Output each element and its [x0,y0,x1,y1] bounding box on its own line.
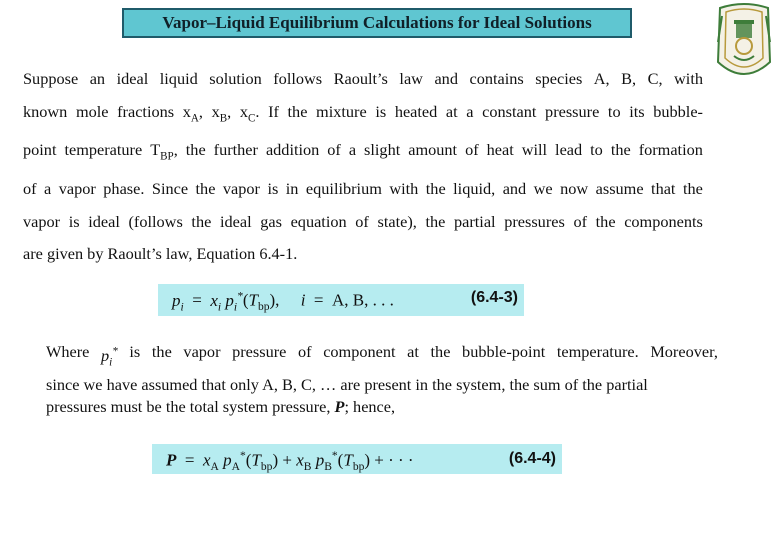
equation-number: (6.4-4) [508,450,556,467]
equation-number: (6.4-3) [470,289,518,306]
equation-formula: $P = x_A$ $p_A^*(T_{bp}) + x_B$ $p_B^*(T_{bp})$ + · · · [166,449,414,474]
paragraph-line: of a vapor phase. Since the vapor is in equilibrium with the liquid, and we now assume that the [23,179,703,198]
equation-formula: $p_i = x_i$ $p_i^*(T_{bp})$, i = A, B, . . . [172,289,394,314]
equation-6-4-3 [158,284,524,316]
explanation-paragraph [46,341,718,418]
paragraph-line: vapor is ideal (follows the ideal gas equation of state), the partial pressures of the components [23,211,703,231]
paragraph-line: Where $p_i^*$ is the vapor pressure of component at the bubble-point temperature. Moreover, [46,342,718,369]
paragraph-line: since we have assumed that only A, B, C, … are present in the system, the sum of the partial [46,374,648,394]
paragraph-line: point temperature $T_{BP}$, the further addition of a slight amount of heat will lead to the formation [23,140,703,163]
university-seal-icon [712,2,776,86]
slide-title-box [122,8,632,38]
paragraph-line: Suppose an ideal liquid solution follows Raoult’s law and contains species A, B, C, with [23,69,703,88]
slide-title: Vapor–Liquid Equilibrium Calculations for Ideal Solutions [162,13,592,32]
paragraph-line: known mole fractions $x_A$, $x_B$, $x_C$. If the mixture is heated at a constant pressure to its bubble- [23,101,703,124]
intro-paragraph [23,63,703,271]
paragraph-line: pressures must be the total system pressure, P ; hence, [46,396,396,416]
equation-6-4-4 [152,444,562,474]
paragraph-line: are given by Raoult’s law, Equation 6.4-1. [23,244,298,263]
